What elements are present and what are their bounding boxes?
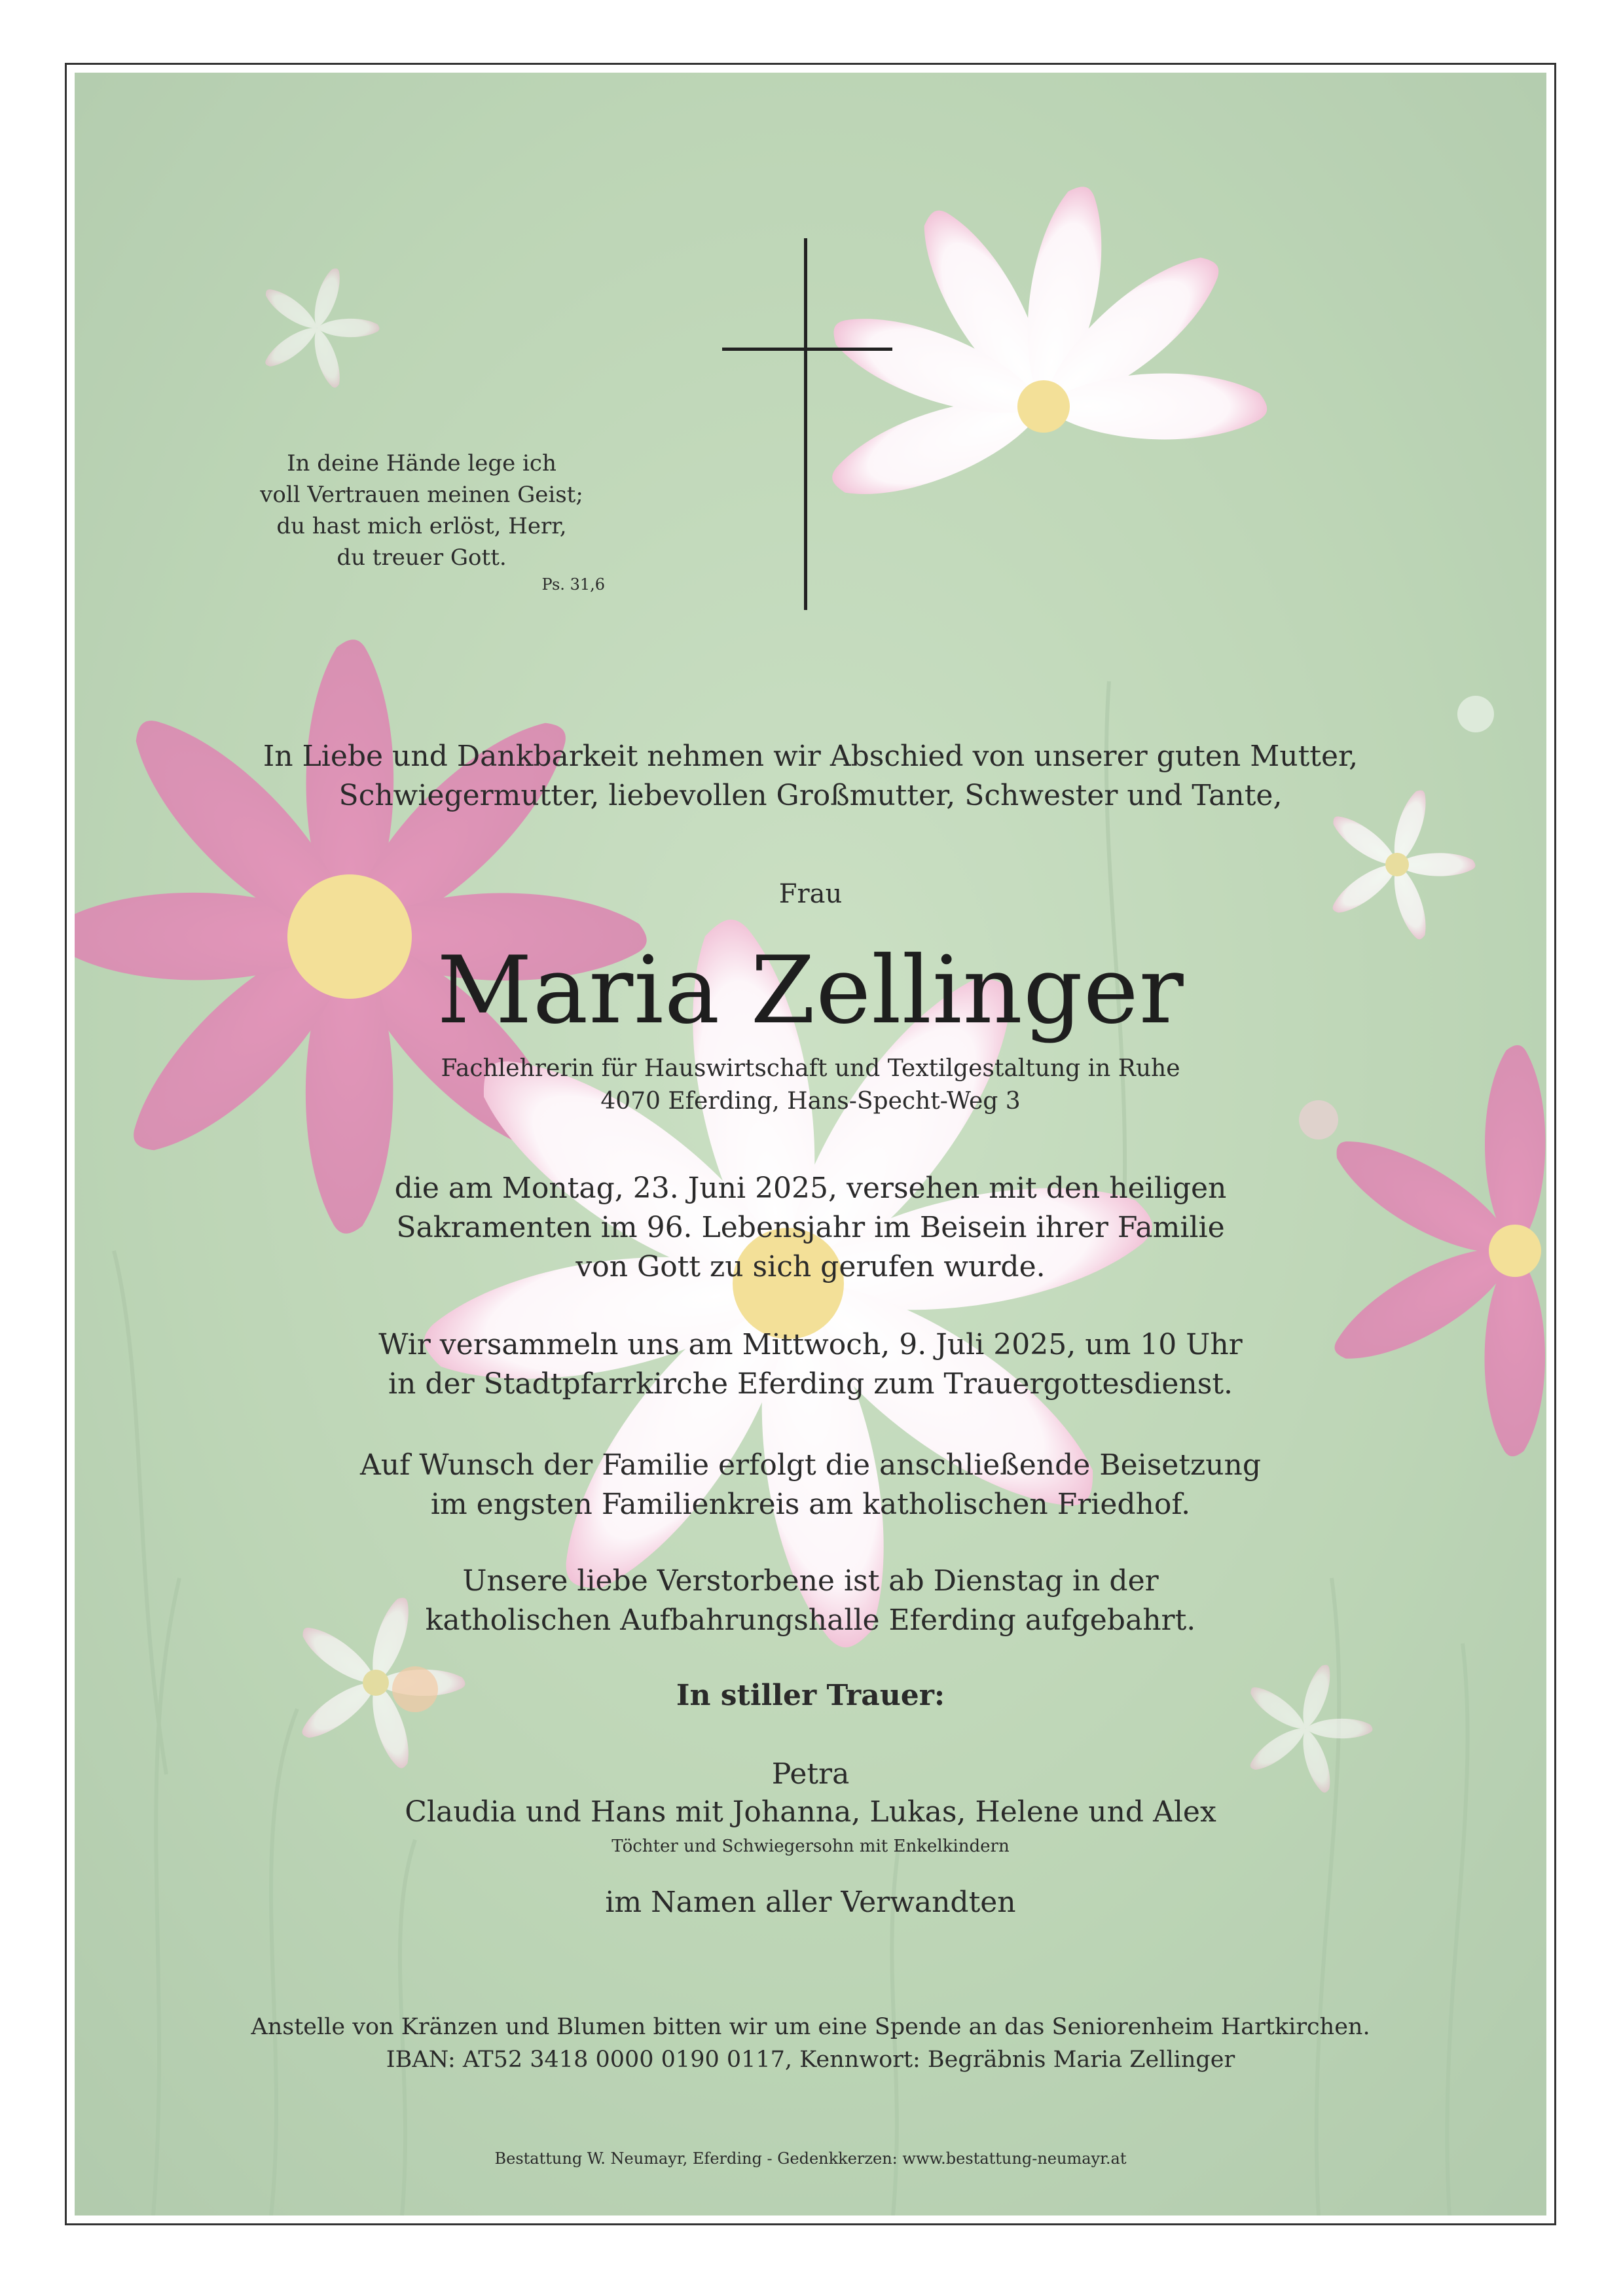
obituary-content [75,73,1546,2215]
family-line: Petra [771,1757,850,1791]
iban-line: IBAN: AT52 3418 0000 0190 0117, Kennwort: Begräbnis Maria Zellinger [386,2047,1235,2073]
obituary-card [75,73,1546,2215]
salutation: Frau [778,879,843,909]
intro-line: Schwiegermutter, liebevollen Großmutter, Schwester und Tante, [338,779,1283,812]
deceased-name: Maria Zellinger [437,937,1184,1045]
viewing-info [75,1562,1546,1640]
address: 4070 Eferding, Hans-Specht-Weg 3 [600,1088,1021,1115]
burial-info [75,1446,1546,1524]
burial-line: Auf Wunsch der Familie erfolgt die anschließende Beisetzung [359,1448,1262,1482]
psalm-verse [245,448,598,573]
psalm-line: du hast mich erlöst, Herr, [276,513,567,539]
psalm-line: du treuer Gott. [337,545,507,571]
donation-line: Anstelle von Kränzen und Blumen bitten wir um eine Spende an das Seniorenheim Hartkirchen. [251,2014,1370,2040]
death-notice-line: die am Montag, 23. Juni 2025, versehen mit den heiligen [394,1172,1227,1205]
profession: Fachlehrerin für Hauswirtschaft und Textilgestaltung in Ruhe [441,1055,1180,1082]
intro-line: In Liebe und Dankbarkeit nehmen wir Abschied von unserer guten Mutter, [263,740,1359,773]
death-notice-line: Sakramenten im 96. Lebensjahr im Beisein ihrer Familie [396,1211,1225,1244]
intro-text [75,737,1546,816]
viewing-line: katholischen Aufbahrungshalle Eferding aufgebahrt. [425,1604,1196,1637]
donation-request [75,2011,1546,2076]
death-notice-line: von Gott zu sich gerufen wurde. [575,1250,1046,1283]
service-line: in der Stadtpfarrkirche Eferding zum Trauergottesdienst. [388,1367,1233,1401]
family-line: Claudia und Hans mit Johanna, Lukas, Helene und Alex [405,1795,1216,1829]
profession-and-address [75,1052,1546,1118]
burial-line: im engsten Familienkreis am katholischen Friedhof. [430,1488,1191,1521]
psalm-line: voll Vertrauen meinen Geist; [260,482,583,508]
service-info [75,1325,1546,1404]
viewing-line: Unsere liebe Verstorbene ist ab Dienstag in der [462,1564,1159,1598]
service-line: Wir versammeln uns am Mittwoch, 9. Juli 2025, um 10 Uhr [378,1328,1243,1361]
funeral-home-footer: Bestattung W. Neumayr, Eferding - Gedenkkerzen: www.bestattung-neumayr.at [494,2149,1127,2168]
family-subtitle: Töchter und Schwiegersohn mit Enkelkindern [611,1837,1010,1856]
mourning-heading: In stiller Trauer: [676,1679,945,1712]
psalm-line: In deine Hände lege ich [287,450,556,476]
psalm-reference: Ps. 31,6 [541,575,605,594]
death-notice [75,1169,1546,1287]
relatives-line: im Namen aller Verwandten [605,1886,1016,1919]
